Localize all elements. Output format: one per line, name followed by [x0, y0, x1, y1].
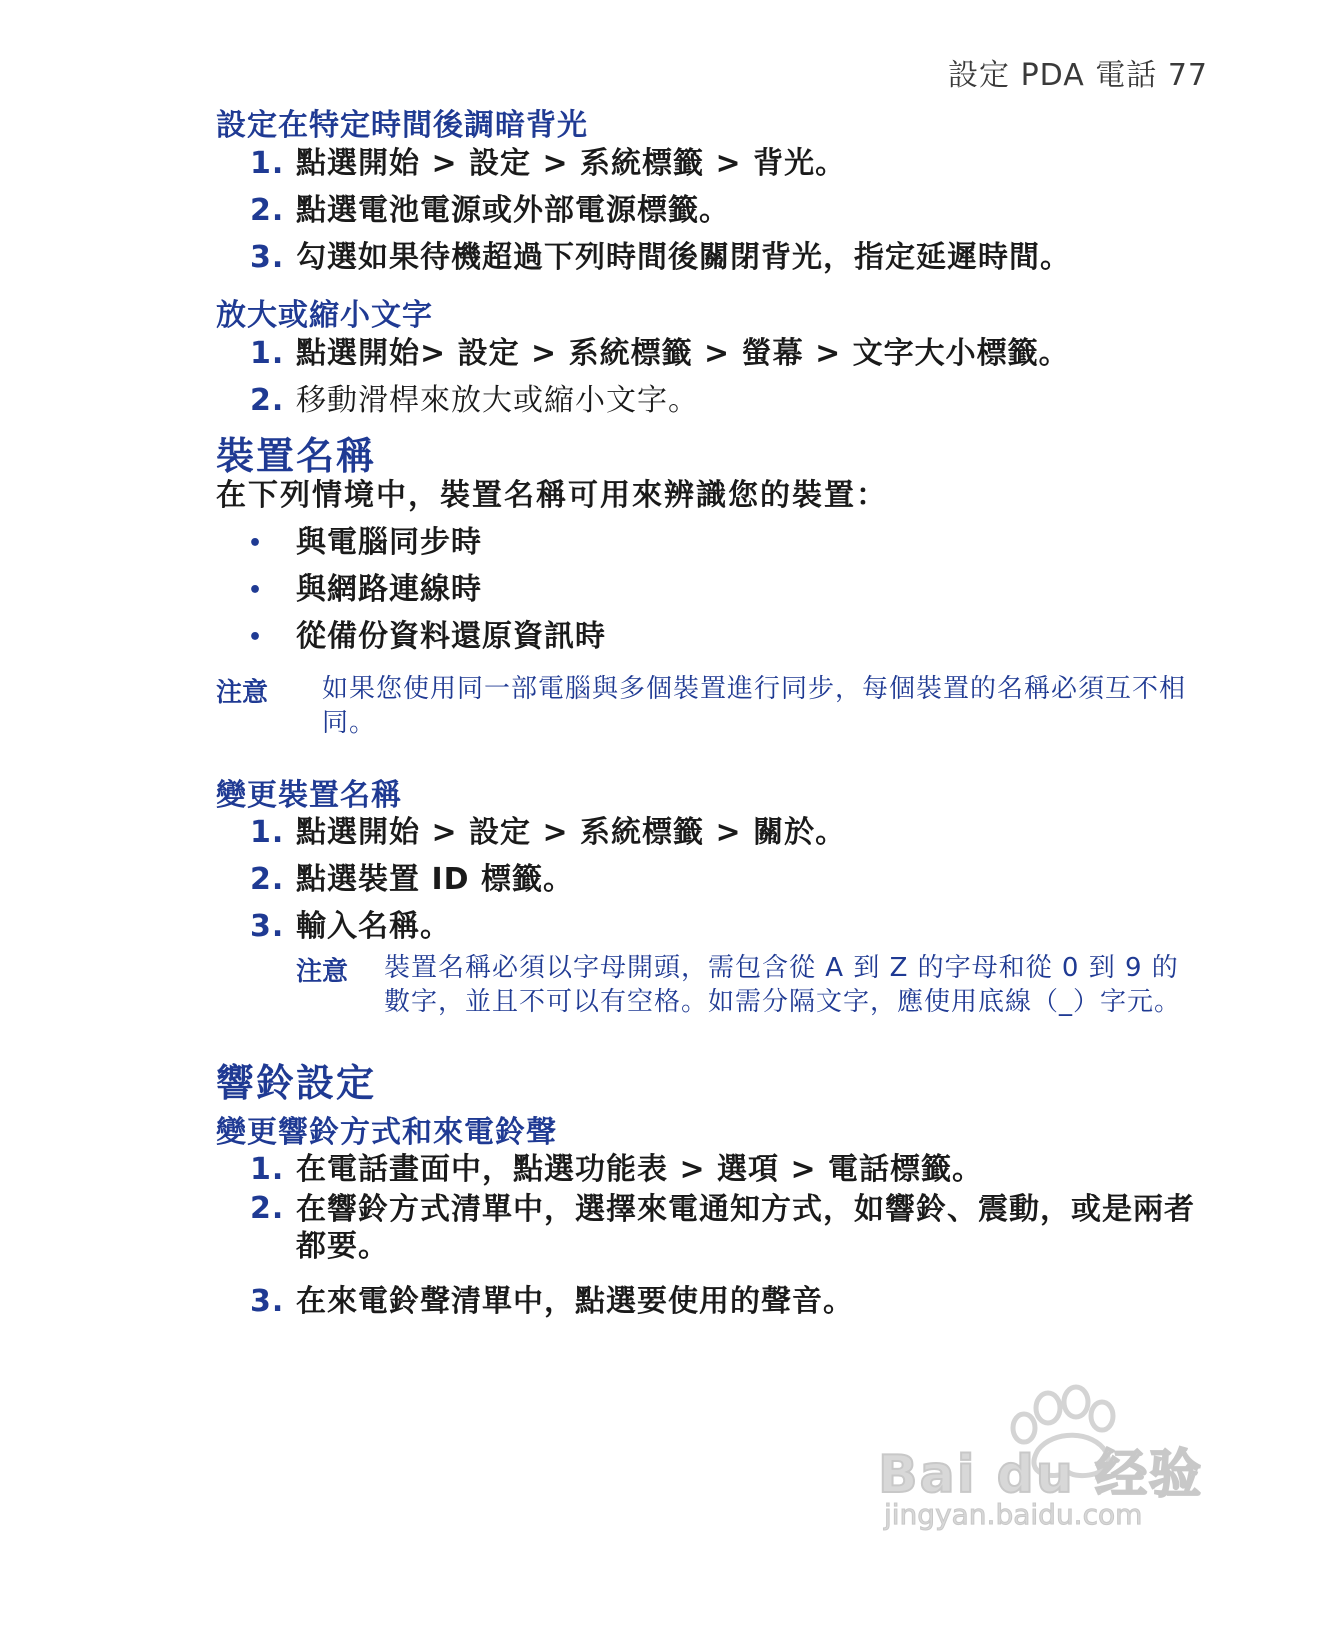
step-text: 點選開始> 設定 > 系統標籤 > 螢幕 > 文字大小標籤。 — [296, 336, 1070, 371]
note-label: 注意 — [296, 957, 349, 987]
note-label: 注意 — [216, 678, 269, 708]
step-item — [250, 901, 451, 945]
step-item — [250, 1191, 1210, 1265]
step-number: 3. — [250, 1284, 285, 1319]
step-text: 點選開始 > 設定 > 系統標籤 > 關於。 — [296, 815, 847, 850]
page-header: 設定 PDA 電話 77 — [948, 58, 1208, 93]
step-number: 1. — [250, 1152, 285, 1187]
step-text: 輸入名稱。 — [296, 909, 451, 944]
heading-device-name: 裝置名稱 — [216, 434, 377, 478]
step-item — [250, 1144, 983, 1188]
step-number: 2. — [250, 862, 285, 897]
bullet-text: 與電腦同步時 — [296, 525, 482, 560]
intro-text: 在下列情境中，裝置名稱可用來辨識您的裝置： — [216, 478, 888, 513]
bullet-text: 從備份資料還原資訊時 — [296, 619, 606, 654]
watermark-url: jingyan.baidu.com — [884, 1498, 1143, 1531]
step-item — [250, 854, 574, 898]
step-item — [250, 328, 1070, 372]
step-item — [250, 1276, 854, 1320]
step-item — [250, 138, 846, 182]
step-text: 點選開始 > 設定 > 系統標籤 > 背光。 — [296, 146, 847, 181]
step-item — [250, 375, 699, 419]
step-number: 2. — [250, 193, 285, 228]
step-text: 點選裝置 ID 標籤。 — [296, 862, 574, 897]
step-text: 點選電池電源或外部電源標籤。 — [296, 193, 730, 228]
list-item — [248, 564, 482, 608]
step-text: 移動滑桿來放大或縮小文字。 — [296, 383, 699, 418]
step-text: 勾選如果待機超過下列時間後關閉背光，指定延遲時間。 — [296, 240, 1071, 275]
step-number: 1. — [250, 815, 285, 850]
bullet-text: 與網路連線時 — [296, 572, 482, 607]
bullet-icon: • — [248, 578, 264, 603]
step-number: 1. — [250, 146, 285, 181]
step-number: 1. — [250, 336, 285, 371]
step-text: 在來電鈴聲清單中，點選要使用的聲音。 — [296, 1284, 854, 1319]
baidu-watermark — [878, 1380, 1203, 1540]
watermark-brand: Bai du 经验 — [878, 1445, 1203, 1505]
heading-text-size: 放大或縮小文字 — [216, 298, 433, 333]
heading-dim-backlight: 設定在特定時間後調暗背光 — [216, 108, 588, 143]
step-item — [250, 232, 1071, 276]
step-item — [250, 185, 730, 229]
step-number: 2. — [250, 1191, 285, 1226]
step-item — [250, 807, 846, 851]
heading-change-name: 變更裝置名稱 — [216, 778, 402, 813]
list-item — [248, 611, 606, 655]
step-number: 2. — [250, 383, 285, 418]
bullet-icon: • — [248, 531, 264, 556]
step-text: 在電話畫面中，點選功能表 > 選項 > 電話標籤。 — [296, 1152, 984, 1187]
note-text: 如果您使用同一部電腦與多個裝置進行同步，每個裝置的名稱必須互不相同。 — [322, 674, 1187, 738]
bullet-icon: • — [248, 625, 264, 650]
heading-ring-settings: 響鈴設定 — [216, 1061, 377, 1105]
heading-ring-type: 變更響鈴方式和來電鈴聲 — [216, 1115, 557, 1150]
step-text: 在響鈴方式清單中，選擇來電通知方式，如響鈴、震動，或是兩者都要。 — [296, 1192, 1195, 1264]
step-number: 3. — [250, 240, 285, 275]
step-number: 3. — [250, 909, 285, 944]
list-item — [248, 517, 482, 561]
note-text: 裝置名稱必須以字母開頭，需包含從 A 到 Z 的字母和從 0 到 9 的數字，並且不可以有空格。如需分隔文字，應使用底線（_）字元。 — [384, 953, 1182, 1017]
